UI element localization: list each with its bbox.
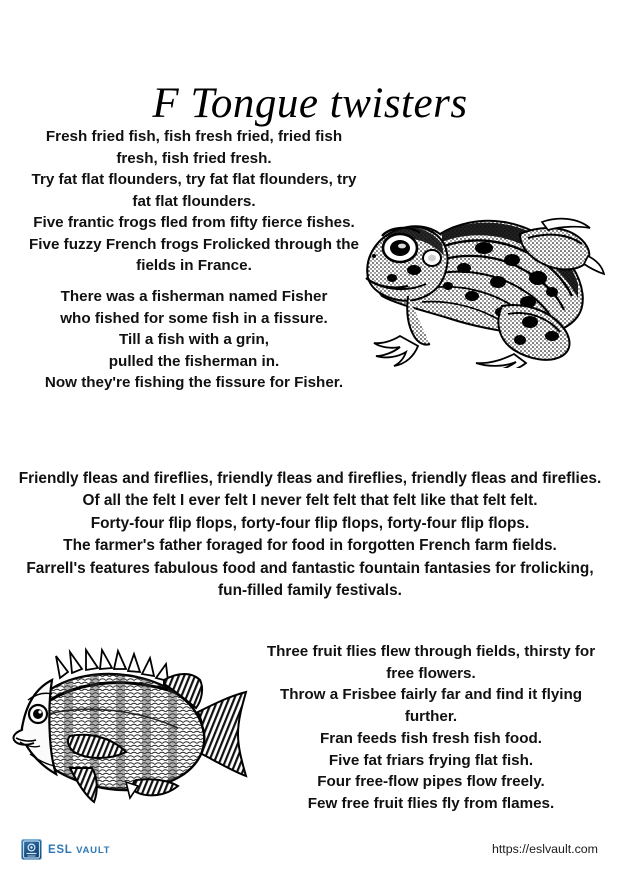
tongue-twister-line: Fresh fried fish, fish fresh fried, fried fish <box>45 128 343 145</box>
tongue-twister-line: Five fuzzy French frogs Frolicked through the <box>29 235 359 253</box>
tongue-twister-line: Five fat friars frying flat fish. <box>328 751 534 769</box>
tongue-twister-line: Five frantic frogs fled from fifty fierce fishes. <box>33 214 355 232</box>
tongue-twister-line: fields in France. <box>136 257 252 275</box>
tongue-twister-line: Forty-four flip flops, forty-four flip flops, forty-four flip flops. <box>90 514 530 532</box>
tongue-twister-line: further. <box>404 708 458 726</box>
tongue-twister-line: Try fat flat flounders, try fat flat flounders, try <box>31 171 357 189</box>
tongue-twister-line: pulled the fisherman in. <box>108 352 280 370</box>
tongue-twister-block-1 <box>8 126 380 277</box>
tongue-twister-block-2 <box>8 286 380 394</box>
eslvault-book-icon <box>21 839 42 860</box>
tongue-twister-line: fat flat flounders. <box>132 192 256 210</box>
eslvault-wordmark <box>48 844 110 856</box>
tongue-twister-line: Three fruit flies flew through fields, thirsty for <box>266 643 596 660</box>
footer-url[interactable]: https://eslvault.com <box>491 842 598 856</box>
tongue-twister-line: Fran feeds fish fresh fish food. <box>320 729 542 747</box>
tongue-twister-line: Now they're fishing the fissure for Fisher. <box>44 374 344 392</box>
brand-vault: VAULT <box>76 844 111 856</box>
eslvault-logo[interactable] <box>21 839 110 860</box>
tongue-twister-line: Throw a Frisbee fairly far and find it flying <box>279 686 583 704</box>
frog-illustration <box>352 186 608 368</box>
tongue-twister-line: Farrell's features fabulous food and fantastic fountain fantasies for frolicking, <box>26 559 594 577</box>
tongue-twister-line: fun-filled family festivals. <box>218 582 402 600</box>
tongue-twister-block-3 <box>6 468 614 603</box>
tongue-twister-line: who fished for some fish in a fissure. <box>60 309 328 327</box>
brand-esl: ESL <box>48 843 73 856</box>
tongue-twister-line: The farmer's father foraged for food in forgotten French farm fields. <box>63 537 557 555</box>
tongue-twister-line: free flowers. <box>386 664 476 682</box>
page-footer <box>0 836 620 870</box>
fish-illustration <box>8 642 252 806</box>
tongue-twister-line: Friendly fleas and fireflies, friendly fleas and fireflies, friendly fleas and fireflies. <box>18 470 602 487</box>
page-title: F Tongue twisters <box>152 79 468 127</box>
tongue-twister-block-4 <box>248 641 614 815</box>
tongue-twister-line: Till a fish with a grin, <box>119 331 269 349</box>
tongue-twister-line: Four free-flow pipes flow freely. <box>317 773 545 791</box>
tongue-twister-line: There was a fisherman named Fisher <box>60 288 328 305</box>
tongue-twister-line: fresh, fish fried fresh. <box>116 149 272 167</box>
tongue-twister-line: Few free fruit flies fly from flames. <box>307 795 555 813</box>
tongue-twister-line: Of all the felt I ever felt I never felt felt that felt like that felt felt. <box>82 492 538 510</box>
